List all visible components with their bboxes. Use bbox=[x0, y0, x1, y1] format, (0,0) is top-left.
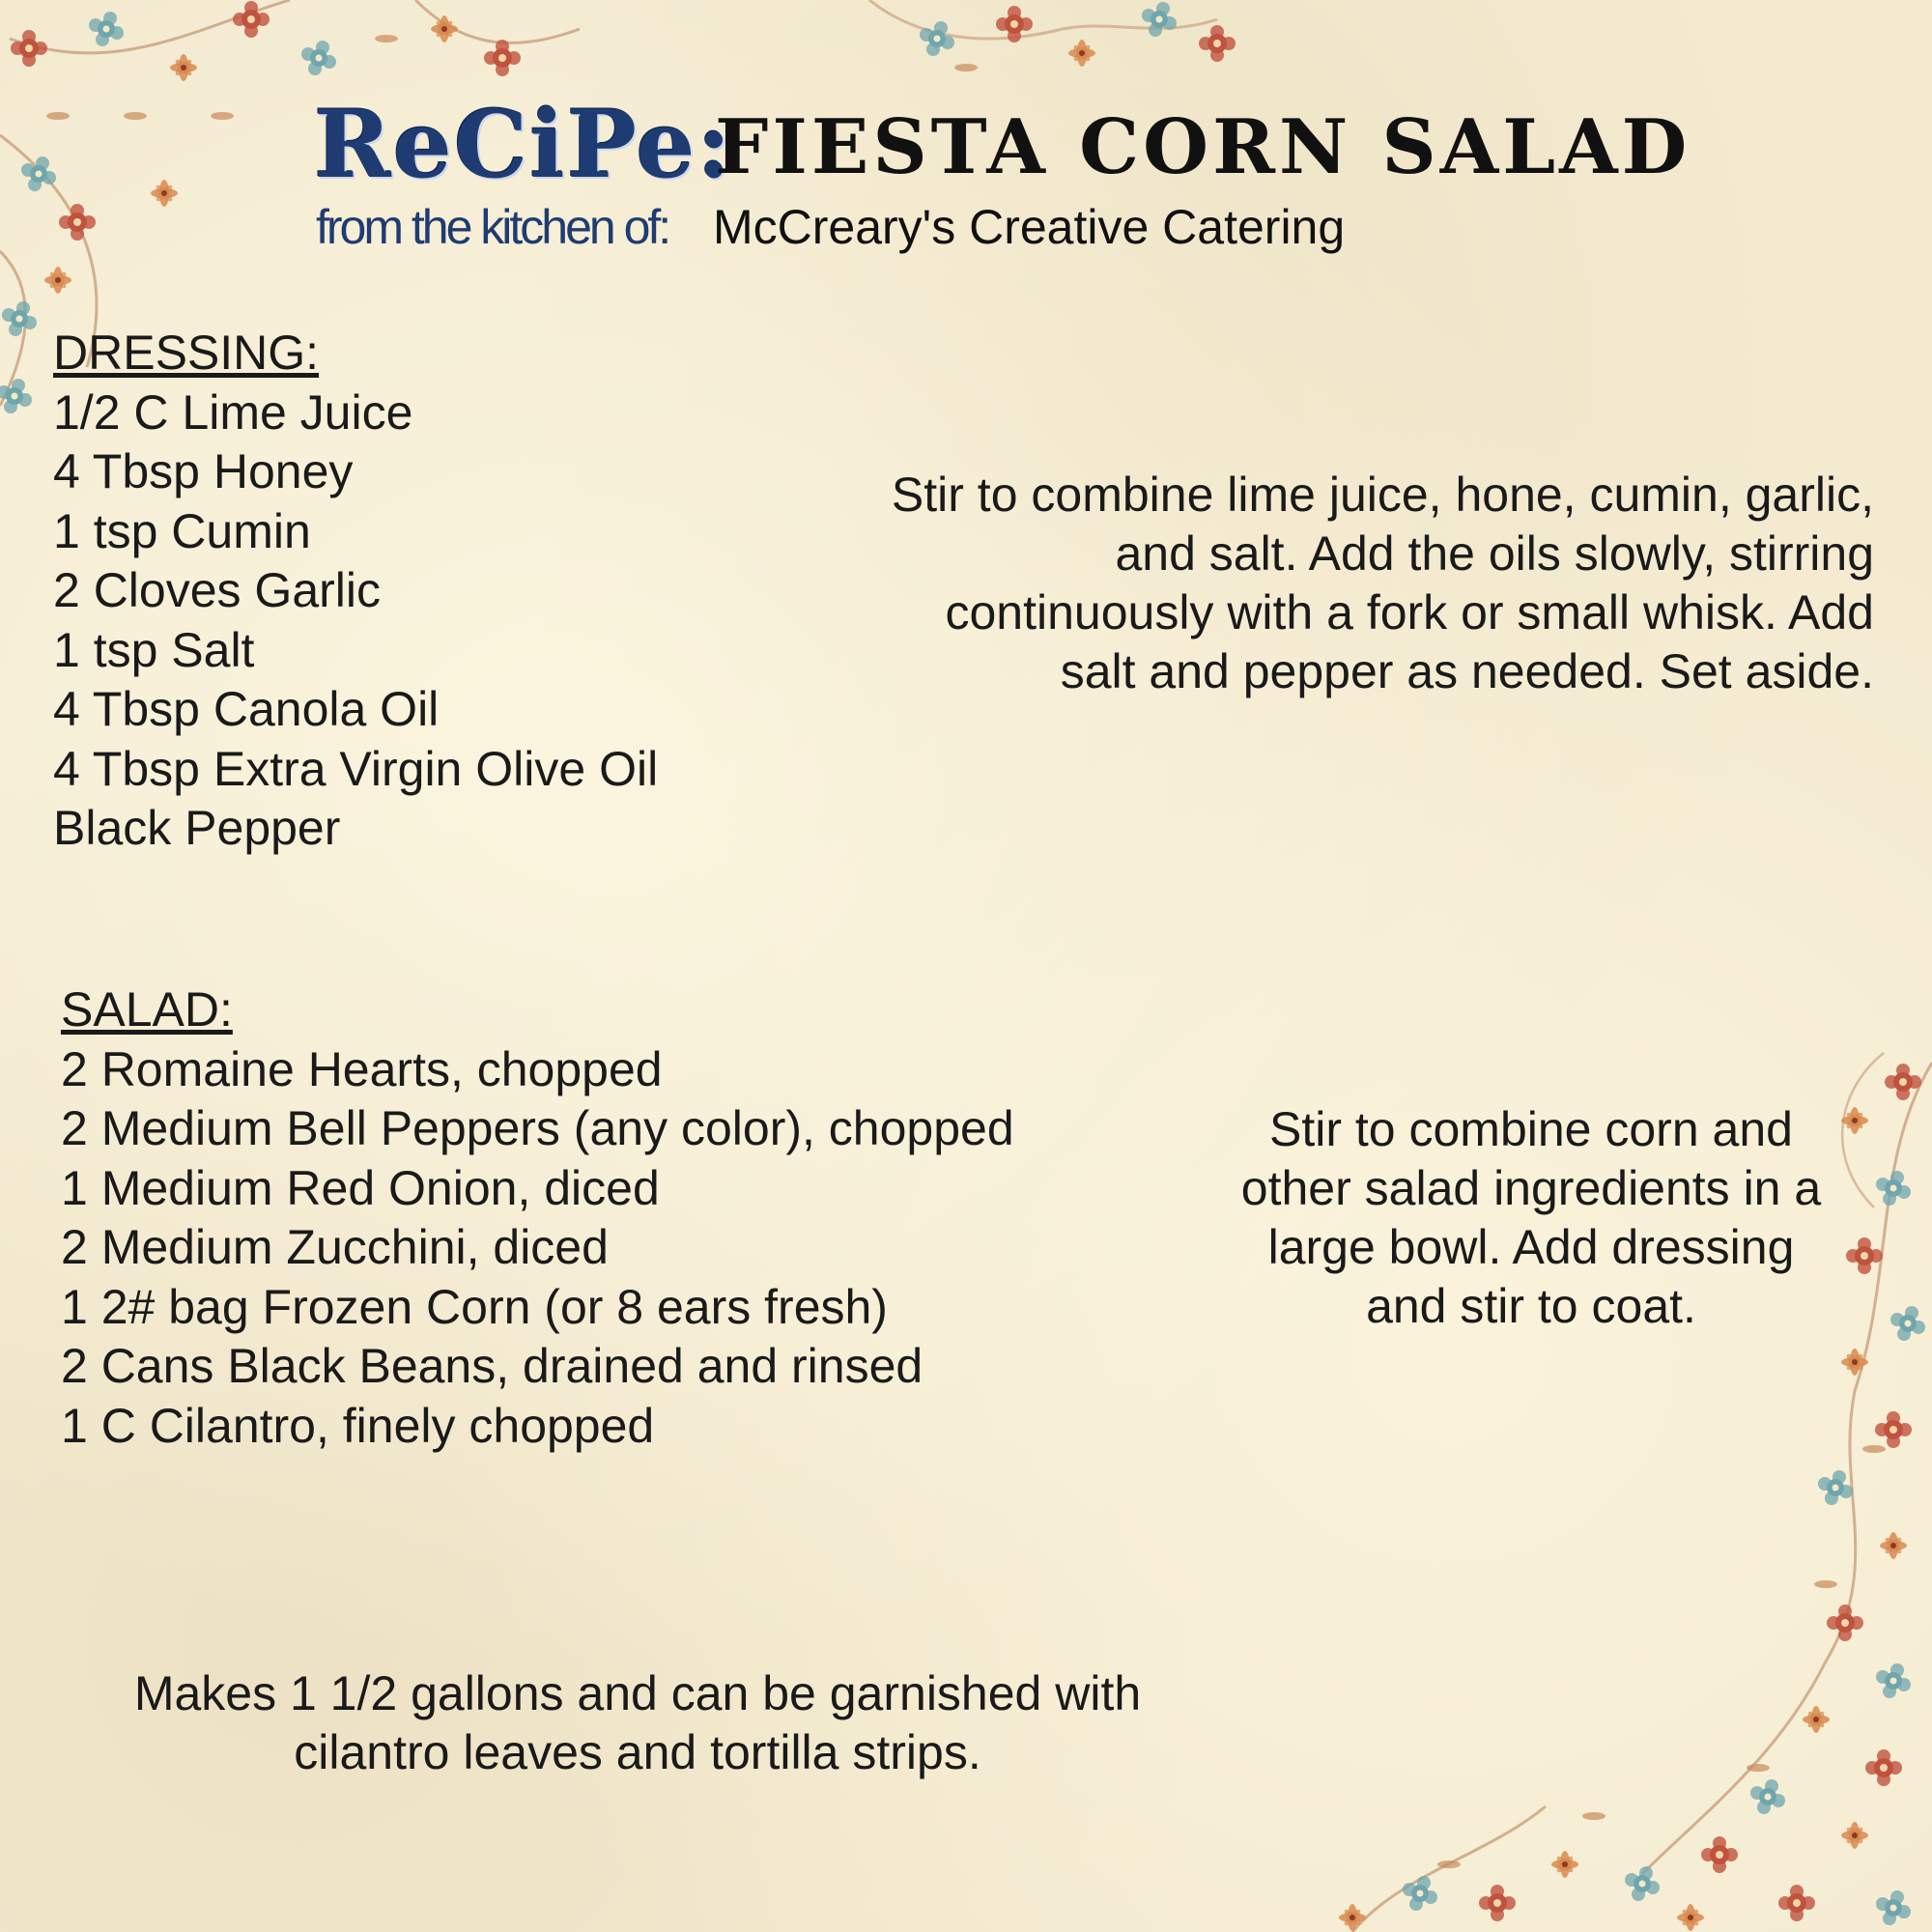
salad-heading: SALAD: bbox=[61, 982, 233, 1037]
recipe-title: FIESTA CORN SALAD bbox=[715, 103, 1691, 191]
instruction-line: Stir to combine lime juice, hone, cumin, garlic, bbox=[891, 468, 1874, 522]
ingredient-item: 2 Cans Black Beans, drained and rinsed bbox=[61, 1339, 923, 1393]
ingredient-item: 1 tsp Salt bbox=[53, 622, 255, 677]
yield-line: Makes 1 1/2 gallons and can be garnished with bbox=[133, 1666, 1142, 1720]
ingredient-item: 1 Medium Red Onion, diced bbox=[61, 1160, 660, 1215]
ingredient-item: 2 Cloves Garlic bbox=[53, 563, 381, 617]
instruction-line: salt and pepper as needed. Set aside. bbox=[1060, 644, 1874, 698]
ingredient-item: 4 Tbsp Extra Virgin Olive Oil bbox=[53, 741, 659, 796]
kitchen-label: from the kitchen of: bbox=[316, 200, 669, 254]
ingredient-item: 1 C Cilantro, finely chopped bbox=[61, 1398, 655, 1453]
ingredient-item: 2 Medium Zucchini, diced bbox=[61, 1220, 609, 1274]
ingredient-item: 1 2# bag Frozen Corn (or 8 ears fresh) bbox=[61, 1279, 888, 1334]
salad-ingredient-list bbox=[61, 1040, 1014, 1457]
ingredient-item: 1/2 C Lime Juice bbox=[53, 384, 413, 440]
dressing-section bbox=[53, 324, 658, 859]
instruction-line: Stir to combine corn and bbox=[1269, 1102, 1793, 1156]
ingredient-item: 4 Tbsp Honey bbox=[53, 444, 354, 498]
instruction-line: and stir to coat. bbox=[1366, 1279, 1696, 1333]
instruction-line: other salad ingredients in a bbox=[1240, 1161, 1822, 1215]
ingredient-item: 1 tsp Cumin bbox=[53, 503, 311, 558]
instruction-line: continuously with a fork or small whisk. Add bbox=[945, 585, 1874, 639]
salad-instructions bbox=[1193, 1100, 1869, 1336]
ingredient-item: 2 Romaine Hearts, chopped bbox=[61, 1041, 663, 1096]
ingredient-item: Black Pepper bbox=[53, 801, 341, 855]
yield-note bbox=[58, 1664, 1217, 1782]
yield-line: cilantro leaves and tortilla strips. bbox=[294, 1725, 981, 1779]
salad-section bbox=[61, 980, 1014, 1456]
dressing-heading: DRESSING: bbox=[53, 326, 320, 380]
dressing-ingredient-list bbox=[53, 384, 658, 859]
recipe-logo: ReCiPe: bbox=[314, 90, 733, 199]
dressing-instructions bbox=[763, 466, 1874, 701]
recipe-header bbox=[314, 92, 1715, 266]
kitchen-name: McCreary's Creative Catering bbox=[713, 200, 1346, 254]
ingredient-item: 4 Tbsp Canola Oil bbox=[53, 682, 440, 736]
instruction-line: large bowl. Add dressing bbox=[1267, 1220, 1795, 1274]
instruction-line: and salt. Add the oils slowly, stirring bbox=[1115, 526, 1874, 581]
ingredient-item: 2 Medium Bell Peppers (any color), chopped bbox=[61, 1101, 1014, 1155]
